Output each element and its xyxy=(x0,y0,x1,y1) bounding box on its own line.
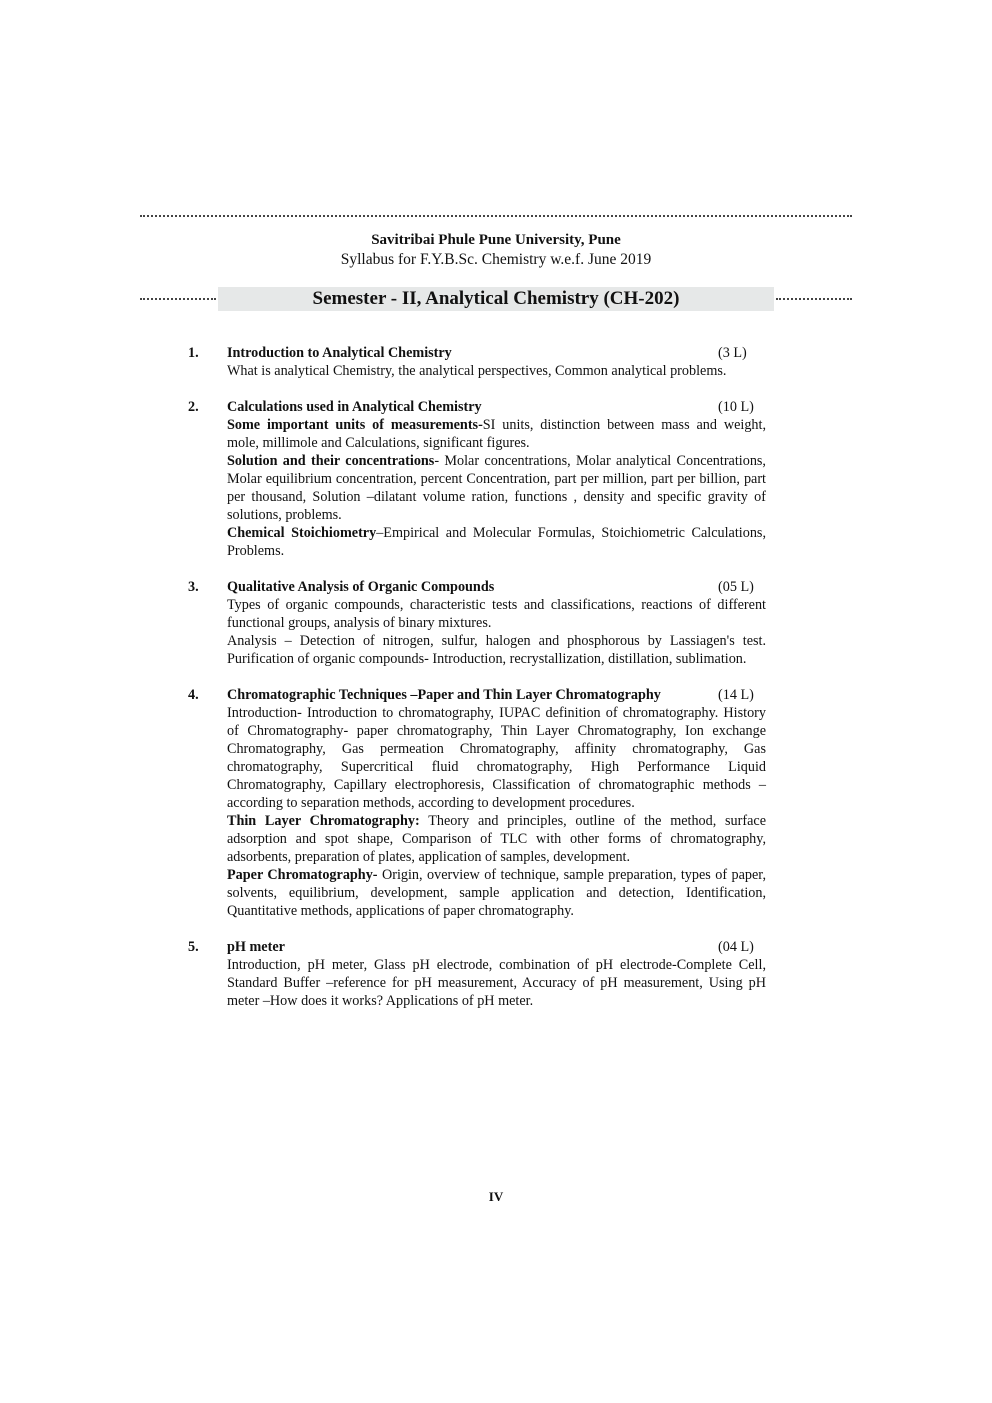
item-hours: (3 L) xyxy=(718,345,747,361)
item-title: Qualitative Analysis of Organic Compounds xyxy=(227,579,495,595)
paragraph-heading: Paper Chromatography- xyxy=(227,867,378,883)
page-number: IV xyxy=(488,1189,504,1204)
paragraph-text: SI units, distinction between mass and weight, mole, millimole and Calculations, significant figures. xyxy=(227,417,766,451)
paragraph-text: Analysis – Detection of nitrogen, sulfur, halogen and phosphorous by Lassiagen's test. Purification of organic compounds- Introduction, recrystallization, distillation, sublimation. xyxy=(227,633,766,667)
paragraph-text: What is analytical Chemistry, the analytical perspectives, Common analytical problems. xyxy=(227,363,727,379)
item-paragraph xyxy=(227,362,766,380)
item-paragraph xyxy=(227,866,766,920)
syllabus-subtitle: Syllabus for F.Y.B.Sc. Chemistry w.e.f. June 2019 xyxy=(340,251,652,268)
syllabus-items xyxy=(188,344,766,1028)
semester-title: Semester - II, Analytical Chemistry (CH-202) xyxy=(218,287,774,311)
paragraph-text: Origin, overview of technique, sample preparation, types of paper, solvents, equilibrium, development, sample application and detection, Identification, Quantitative methods, applications of paper chromatography. xyxy=(227,867,766,919)
item-paragraph xyxy=(227,596,766,632)
item-paragraph xyxy=(227,956,766,1010)
syllabus-item xyxy=(188,398,766,560)
dotted-rule-left xyxy=(140,298,216,300)
item-number: 1. xyxy=(188,345,199,361)
paragraph-text: Types of organic compounds, characteristic tests and classifications, reactions of different functional groups, analysis of binary mixtures. xyxy=(227,597,766,631)
item-paragraph xyxy=(227,812,766,866)
item-paragraph xyxy=(227,524,766,560)
item-hours: (05 L) xyxy=(718,579,754,595)
item-title: Calculations used in Analytical Chemistry xyxy=(227,399,482,415)
item-paragraph xyxy=(227,452,766,524)
paragraph-heading: Solution and their concentrations xyxy=(227,453,435,469)
dotted-rule xyxy=(140,215,852,217)
syllabus-item xyxy=(188,686,766,920)
item-paragraph xyxy=(227,416,766,452)
item-title: Introduction to Analytical Chemistry xyxy=(227,345,452,361)
paragraph-heading: Thin Layer Chromatography: xyxy=(227,813,420,829)
item-number: 2. xyxy=(188,399,199,415)
item-hours: (10 L) xyxy=(718,399,754,415)
item-number: 5. xyxy=(188,939,199,955)
paragraph-text: Theory and principles, outline of the method, surface adsorption and spot shape, Comparison of TLC with other forms of chromatography, adsorbents, preparation of plates, application of samples, development. xyxy=(227,813,766,865)
item-title: Chromatographic Techniques –Paper and Thin Layer Chromatography xyxy=(227,687,661,703)
dotted-rule-right xyxy=(776,298,852,300)
paragraph-text: Introduction- Introduction to chromatography, IUPAC definition of chromatography. History of Chromatography- paper chromatography, Thin Layer Chromatography, Ion exchange Chromatography, Gas permeation Chromatography, affinity chromatography, Gas chromatography, Supercritical fluid chromatography, High Performance Liquid Chromatography, Capillary electrophoresis, Classification of chromatographic methods – according to separation methods, according to development procedures. xyxy=(227,705,766,811)
item-paragraph xyxy=(227,704,766,812)
paragraph-text: –Empirical and Molecular Formulas, Stoichiometric Calculations, Problems. xyxy=(227,525,766,559)
item-title: pH meter xyxy=(227,939,285,955)
item-number: 3. xyxy=(188,579,199,595)
item-paragraph xyxy=(227,632,766,668)
university-name: Savitribai Phule Pune University, Pune xyxy=(371,232,621,248)
paragraph-text: - Molar concentrations, Molar analytical Concentrations, Molar equilibrium concentration, percent Concentration, part per million, part per billion, part per thousand, Solution –dilatant volume ration, functions , density and specific gravity of solutions, problems. xyxy=(227,453,766,523)
item-hours: (04 L) xyxy=(718,939,754,955)
paragraph-heading: Chemical Stoichiometry xyxy=(227,525,377,541)
syllabus-item xyxy=(188,578,766,668)
syllabus-item xyxy=(188,938,766,1010)
item-number: 4. xyxy=(188,687,199,703)
paragraph-heading: Some important units of measurements- xyxy=(227,417,483,433)
item-hours: (14 L) xyxy=(718,687,754,703)
syllabus-item xyxy=(188,344,766,380)
paragraph-text: Introduction, pH meter, Glass pH electrode, combination of pH electrode-Complete Cell, Standard Buffer –reference for pH measurement, Accuracy of pH measurement, Using pH meter –How does it works? Applications of pH meter. xyxy=(227,957,766,1009)
